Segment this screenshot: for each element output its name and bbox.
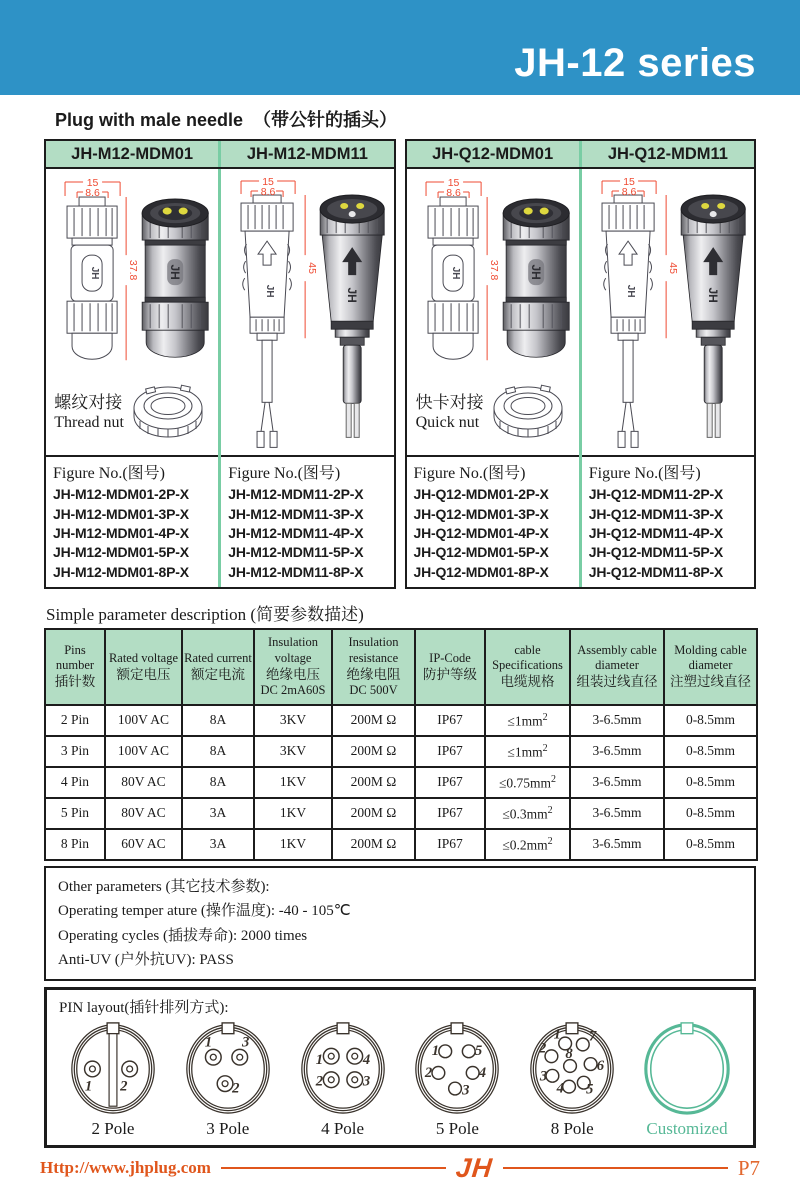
table-row [45, 705, 757, 736]
cell-pins: 8 Pin [45, 829, 105, 860]
nut-info [407, 369, 579, 455]
param-section-title: Simple parameter description (简要参数描述) [46, 604, 364, 624]
cell-voltage: 80V AC [105, 798, 182, 829]
cell-cable-spec: $\le 0.3mm^2$ [485, 798, 570, 829]
pin-diagram-8pole [516, 1018, 628, 1139]
cell-cable-spec: $\le 0.2mm^2$ [485, 829, 570, 860]
svg-text:3: 3 [462, 1082, 470, 1099]
page-heading [55, 106, 800, 132]
pin-layout-title: PIN layout(插针排列方式): [59, 999, 229, 1016]
col-header-pins: Pins number 插针数 [45, 629, 105, 705]
cell-cable-spec: $\le 1mm^2$ [485, 705, 570, 736]
table-row [45, 736, 757, 767]
figure-list-title: Figure No.(图号) [228, 465, 341, 483]
nut-label-en: Thread nut [54, 413, 124, 431]
svg-text:2: 2 [231, 1080, 240, 1097]
figure-item: JH-M12-MDM11-3P-X [228, 505, 364, 522]
figure-item: JH-M12-MDM11-4P-X [228, 525, 364, 542]
svg-text:4: 4 [479, 1064, 487, 1081]
figure-list [582, 455, 754, 587]
svg-text:3: 3 [540, 1068, 548, 1085]
svg-text:2: 2 [120, 1078, 128, 1095]
cell-assembly: 3-6.5mm [570, 736, 664, 767]
figure-item: JH-Q12-MDM11-4P-X [588, 525, 724, 542]
cell-assembly: 3-6.5mm [570, 829, 664, 860]
figure-list-title: Figure No.(图号) [413, 465, 526, 483]
svg-text:1: 1 [432, 1043, 440, 1060]
product-column-jh-q12-mdm11 [579, 169, 754, 587]
col-header-cable-spec: cable Specifications 电缆规格 [485, 629, 570, 705]
pin-diagram-5pole [401, 1018, 513, 1139]
figure-item: JH-Q12-MDM11-8P-X [588, 563, 724, 580]
figure-list-title: Figure No.(图号) [588, 465, 701, 483]
cell-ins-voltage: 1KV [254, 767, 332, 798]
cell-ins-voltage: 3KV [254, 705, 332, 736]
cell-molding: 0-8.5mm [664, 705, 757, 736]
svg-text:1: 1 [84, 1078, 93, 1095]
cell-molding: 0-8.5mm [664, 767, 757, 798]
cell-current: 3A [182, 798, 254, 829]
svg-text:4: 4 [556, 1080, 565, 1097]
figure-item: JH-M12-MDM01-5P-X [53, 544, 189, 561]
connector-illustration [407, 169, 579, 369]
product-group-m12 [44, 139, 396, 589]
cell-pins: 3 Pin [45, 736, 105, 767]
figure-item: JH-M12-MDM01-3P-X [53, 505, 189, 522]
cell-ip: IP67 [415, 829, 485, 860]
svg-text:2: 2 [539, 1040, 547, 1057]
figure-item: JH-M12-MDM11-2P-X [228, 486, 364, 503]
cell-ins-resistance: 200M Ω [332, 736, 415, 767]
other-param-line: Operating temper ature (操作温度): -40 - 105℃ [58, 903, 351, 920]
pole-label: 3 Pole [206, 1118, 250, 1138]
page-number: P7 [737, 1155, 761, 1180]
figure-list [221, 455, 393, 587]
connector-illustration [46, 169, 218, 369]
figure-item: JH-Q12-MDM11-2P-X [588, 486, 724, 503]
nut-label-en: Quick nut [415, 413, 480, 431]
col-header-insulation-voltage: Insulation voltage 绝缘电压 DC 2mA60S [254, 629, 332, 705]
page-heading-cn: （带公针的插头） [253, 110, 398, 130]
table-header-row [45, 629, 757, 705]
cell-ip: IP67 [415, 798, 485, 829]
cell-voltage: 60V AC [105, 829, 182, 860]
cell-ins-voltage: 1KV [254, 798, 332, 829]
top-banner [0, 0, 800, 95]
cell-ins-voltage: 3KV [254, 736, 332, 767]
nut-illustration [486, 381, 570, 443]
cell-pins: 2 Pin [45, 705, 105, 736]
figure-item: JH-M12-MDM01-2P-X [53, 486, 189, 503]
product-column-jh-m12-mdm11 [218, 169, 393, 587]
figure-item: JH-Q12-MDM01-5P-X [413, 544, 549, 561]
figure-item: JH-M12-MDM01-4P-X [53, 524, 189, 541]
svg-text:1: 1 [553, 1026, 562, 1043]
cell-assembly: 3-6.5mm [570, 705, 664, 736]
model-header-jh-q12-mdm11: JH-Q12-MDM11 [579, 141, 754, 167]
pole-label: 8 Pole [550, 1118, 594, 1138]
figure-item: JH-M12-MDM11-8P-X [228, 563, 364, 580]
figure-item: JH-Q12-MDM01-3P-X [413, 505, 549, 522]
cell-ip: IP67 [415, 767, 485, 798]
svg-text:3: 3 [362, 1073, 370, 1090]
pole-label: 2 Pole [91, 1118, 135, 1138]
model-header-jh-m12-mdm11: JH-M12-MDM11 [218, 141, 393, 167]
cell-molding: 0-8.5mm [664, 829, 757, 860]
cell-cable-spec: $\le 1mm^2$ [485, 736, 570, 767]
nut-label-cn: 螺纹对接 [54, 392, 123, 412]
pin-diagram-4pole [287, 1018, 399, 1139]
connector-illustration [582, 169, 754, 455]
parameter-table [44, 628, 758, 861]
cell-assembly: 3-6.5mm [570, 767, 664, 798]
pole-label: 4 Pole [321, 1118, 365, 1138]
cell-pins: 4 Pin [45, 767, 105, 798]
svg-text:8: 8 [565, 1046, 573, 1063]
cell-current: 3A [182, 829, 254, 860]
cell-voltage: 100V AC [105, 705, 182, 736]
nut-label-cn: 快卡对接 [415, 392, 484, 412]
cell-ins-resistance: 200M Ω [332, 829, 415, 860]
svg-text:2: 2 [425, 1064, 433, 1081]
jh-logo: JH [454, 1153, 495, 1183]
table-row [45, 798, 757, 829]
figure-item: JH-Q12-MDM01-2P-X [413, 486, 549, 503]
col-header-insulation-resistance: Insulation resistance 绝缘电阻 DC 500V [332, 629, 415, 705]
pin-diagram-customized [631, 1018, 743, 1139]
table-row [45, 767, 757, 798]
svg-text:4: 4 [362, 1052, 370, 1069]
svg-text:3: 3 [241, 1034, 250, 1051]
table-row [45, 829, 757, 860]
figure-list [46, 455, 218, 587]
svg-text:2: 2 [315, 1073, 323, 1090]
cell-assembly: 3-6.5mm [570, 798, 664, 829]
other-param-line: Anti-UV (户外抗UV): PASS [58, 951, 234, 968]
cell-ins-voltage: 1KV [254, 829, 332, 860]
product-column-jh-q12-mdm01 [407, 169, 579, 587]
figure-list [407, 455, 579, 587]
connector-illustration [221, 169, 393, 455]
cell-molding: 0-8.5mm [664, 736, 757, 767]
svg-text:1: 1 [315, 1052, 323, 1069]
nut-illustration [126, 381, 210, 443]
figure-list-title: Figure No.(图号) [53, 465, 165, 483]
cell-current: 8A [182, 767, 254, 798]
svg-text:7: 7 [589, 1028, 597, 1045]
cell-ins-resistance: 200M Ω [332, 767, 415, 798]
svg-text:6: 6 [596, 1057, 605, 1074]
page-footer [40, 1153, 761, 1183]
product-grid [44, 139, 756, 589]
product-group-q12 [405, 139, 757, 589]
cell-current: 8A [182, 705, 254, 736]
other-param-line: Other parameters (其它技术参数): [58, 878, 270, 895]
product-column-jh-m12-mdm01 [46, 169, 218, 587]
pin-layout-box [44, 987, 756, 1148]
figure-item: JH-Q12-MDM01-4P-X [413, 524, 549, 541]
other-param-line: Operating cycles (插拔寿命): 2000 times [58, 927, 308, 944]
cell-current: 8A [182, 736, 254, 767]
cell-cable-spec: $\le 0.75mm^2$ [485, 767, 570, 798]
figure-item: JH-Q12-MDM11-5P-X [588, 544, 724, 561]
col-header-assembly-diameter: Assembly cable diameter 组装过线直径 [570, 629, 664, 705]
pole-label: Customized [646, 1118, 728, 1138]
pin-diagram-2pole [57, 1018, 169, 1139]
footer-rule-left [221, 1167, 446, 1169]
cell-ip: IP67 [415, 736, 485, 767]
website-link[interactable]: Http://www.jhplug.com [40, 1158, 211, 1178]
pole-label: 5 Pole [435, 1118, 479, 1138]
model-header-jh-q12-mdm01: JH-Q12-MDM01 [407, 141, 579, 167]
pin-layout-row [55, 1018, 745, 1139]
pin-diagram-3pole [172, 1018, 284, 1139]
series-title: JH-12 series [514, 41, 756, 85]
figure-item: JH-Q12-MDM01-8P-X [413, 563, 549, 580]
svg-text:1: 1 [204, 1034, 212, 1051]
cell-ins-resistance: 200M Ω [332, 705, 415, 736]
cell-voltage: 80V AC [105, 767, 182, 798]
svg-text:5: 5 [475, 1043, 483, 1060]
col-header-rated-current: Rated current 额定电流 [182, 629, 254, 705]
figure-item: JH-M12-MDM11-5P-X [228, 544, 364, 561]
figure-item: JH-Q12-MDM11-3P-X [588, 505, 724, 522]
col-header-molding-diameter: Molding cable diameter 注塑过线直径 [664, 629, 757, 705]
col-header-rated-voltage: Rated voltage 额定电压 [105, 629, 182, 705]
page-heading-en: Plug with male needle [55, 110, 244, 130]
model-header-jh-m12-mdm01: JH-M12-MDM01 [46, 141, 218, 167]
cell-ins-resistance: 200M Ω [332, 798, 415, 829]
cell-molding: 0-8.5mm [664, 798, 757, 829]
col-header-ip-code: IP-Code 防护等级 [415, 629, 485, 705]
svg-text:5: 5 [586, 1081, 594, 1098]
cell-voltage: 100V AC [105, 736, 182, 767]
group-header [46, 141, 394, 169]
group-header [407, 141, 755, 169]
other-parameters-box [44, 866, 756, 981]
nut-info [46, 369, 218, 455]
figure-item: JH-M12-MDM01-8P-X [53, 563, 189, 580]
cell-ip: IP67 [415, 705, 485, 736]
footer-rule-right [503, 1167, 728, 1169]
cell-pins: 5 Pin [45, 798, 105, 829]
